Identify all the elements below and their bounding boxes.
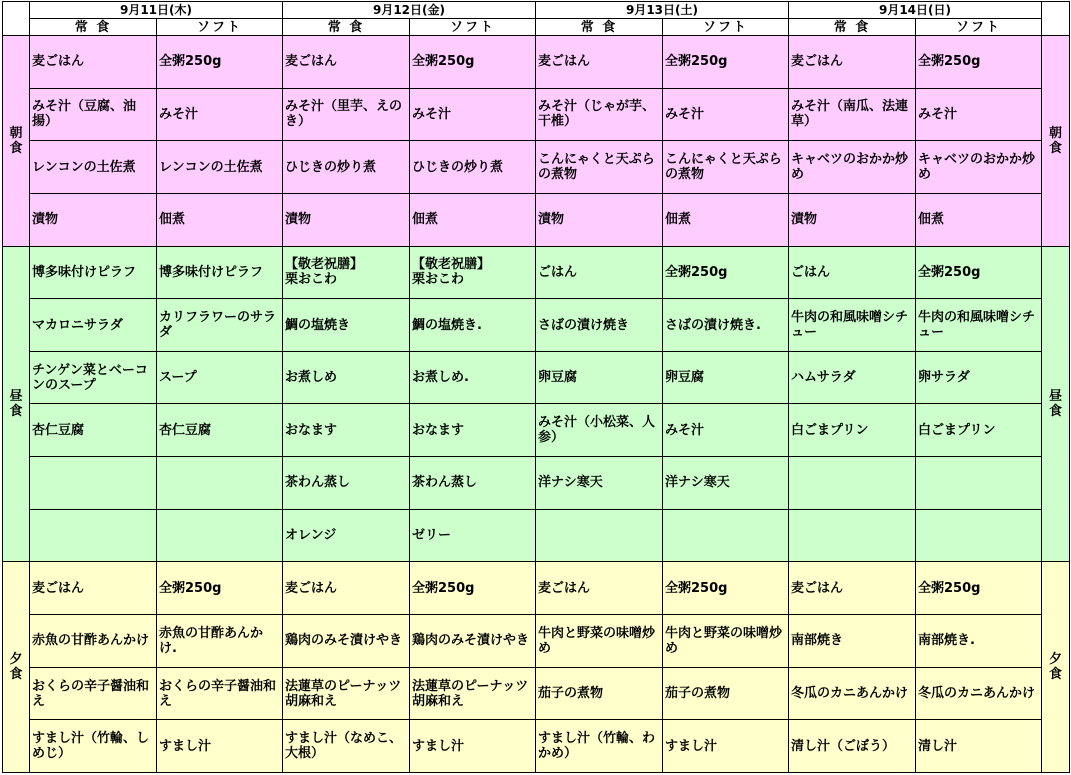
menu-cell — [157, 509, 283, 562]
menu-body — [3, 36, 1070, 773]
menu-cell — [789, 457, 916, 510]
menu-cell: 杏仁豆腐 — [30, 404, 157, 457]
menu-cell: 牛肉の和風味噌シチュー — [916, 299, 1042, 352]
menu-cell: 全粥250g — [410, 562, 536, 615]
date-header: 9月13日(土) — [536, 2, 789, 19]
menu-cell: 白ごまプリン — [789, 404, 916, 457]
menu-cell: みそ汁 — [916, 88, 1042, 141]
menu-cell: 卵豆腐 — [536, 351, 663, 404]
date-header: 9月12日(金) — [283, 2, 536, 19]
menu-cell: すまし汁（竹輪、わかめ） — [536, 720, 663, 773]
menu-cell: 牛肉の和風味噌シチュー — [789, 299, 916, 352]
menu-cell: さばの漬け焼き — [536, 299, 663, 352]
menu-cell: 白ごまプリン — [916, 404, 1042, 457]
menu-cell: 佃煮 — [916, 193, 1042, 246]
menu-cell: レンコンの土佐煮 — [30, 141, 157, 194]
menu-table — [2, 1, 1070, 773]
menu-cell: こんにゃくと天ぷらの煮物 — [663, 141, 789, 194]
menu-cell: おなます — [283, 404, 410, 457]
menu-cell: みそ汁（小松菜、人参） — [536, 404, 663, 457]
dinner-row — [3, 667, 1070, 720]
menu-cell: 【敬老祝膳】 栗おこわ — [410, 246, 536, 299]
menu-cell: 南部焼き. — [916, 615, 1042, 668]
meal-label-text: 夕食 — [9, 652, 23, 683]
menu-cell: おくらの辛子醤油和え — [157, 667, 283, 720]
menu-cell: 博多味付けピラフ — [30, 246, 157, 299]
menu-cell: みそ汁 — [157, 88, 283, 141]
menu-cell: ハムサラダ — [789, 351, 916, 404]
breakfast-row — [3, 88, 1070, 141]
menu-cell: 赤魚の甘酢あんかけ — [30, 615, 157, 668]
date-header: 9月11日(木) — [30, 2, 283, 19]
menu-cell: こんにゃくと天ぷらの煮物 — [536, 141, 663, 194]
menu-cell: 洋ナシ寒天 — [663, 457, 789, 510]
menu-cell: みそ汁 — [663, 404, 789, 457]
menu-cell: 南部焼き — [789, 615, 916, 668]
menu-cell: キャベツのおかか炒め — [916, 141, 1042, 194]
menu-cell: ひじきの炒り煮 — [283, 141, 410, 194]
menu-cell: 麦ごはん — [283, 562, 410, 615]
breakfast-row — [3, 193, 1070, 246]
menu-cell: ごはん — [789, 246, 916, 299]
menu-cell: すまし汁 — [410, 720, 536, 773]
meal-label-left — [3, 36, 30, 247]
menu-cell: 茄子の煮物 — [663, 667, 789, 720]
menu-cell: 卵豆腐 — [663, 351, 789, 404]
soft-header: ソフト — [410, 19, 536, 36]
regular-header: 常 食 — [30, 19, 157, 36]
menu-cell: 漬物 — [283, 193, 410, 246]
menu-cell — [663, 509, 789, 562]
lunch-row — [3, 246, 1070, 299]
regular-header: 常 食 — [789, 19, 916, 36]
lunch-row — [3, 351, 1070, 404]
menu-cell: 全粥250g — [663, 562, 789, 615]
menu-cell: 鯛の塩焼き — [283, 299, 410, 352]
menu-cell — [536, 509, 663, 562]
menu-cell: 赤魚の甘酢あんかけ. — [157, 615, 283, 668]
menu-cell: 鶏肉のみそ漬けやき — [410, 615, 536, 668]
corner-right — [1042, 2, 1070, 36]
menu-cell: 清し汁（ごぼう） — [789, 720, 916, 773]
menu-cell: お煮しめ. — [410, 351, 536, 404]
menu-cell: 佃煮 — [157, 193, 283, 246]
lunch-row — [3, 404, 1070, 457]
menu-cell: 清し汁 — [916, 720, 1042, 773]
menu-cell: みそ汁（里芋、えのき） — [283, 88, 410, 141]
menu-cell: 【敬老祝膳】 栗おこわ — [283, 246, 410, 299]
meal-label-text: 朝食 — [9, 125, 23, 156]
menu-cell: お煮しめ — [283, 351, 410, 404]
menu-cell: みそ汁（南瓜、法連草） — [789, 88, 916, 141]
soft-header: ソフト — [157, 19, 283, 36]
menu-cell: みそ汁（豆腐、油揚） — [30, 88, 157, 141]
menu-cell: 麦ごはん — [30, 36, 157, 89]
menu-cell: ごはん — [536, 246, 663, 299]
date-header-row — [3, 2, 1070, 19]
menu-cell — [30, 509, 157, 562]
menu-cell: 法蓮草のピーナッツ胡麻和え — [283, 667, 410, 720]
menu-cell: 洋ナシ寒天 — [536, 457, 663, 510]
menu-cell: すまし汁 — [157, 720, 283, 773]
menu-cell: スープ — [157, 351, 283, 404]
menu-cell: 佃煮 — [663, 193, 789, 246]
breakfast-row — [3, 141, 1070, 194]
menu-cell: 漬物 — [536, 193, 663, 246]
regular-header: 常 食 — [536, 19, 663, 36]
meal-label-left — [3, 562, 30, 773]
regular-header: 常 食 — [283, 19, 410, 36]
meal-label-right — [1042, 246, 1070, 562]
menu-cell: 全粥250g — [916, 36, 1042, 89]
menu-cell: 茶わん蒸し — [410, 457, 536, 510]
menu-cell: ゼリー — [410, 509, 536, 562]
menu-cell: 卵サラダ — [916, 351, 1042, 404]
menu-cell: 牛肉と野菜の味噌炒め — [536, 615, 663, 668]
soft-header: ソフト — [663, 19, 789, 36]
menu-cell: 麦ごはん — [30, 562, 157, 615]
menu-cell: すまし汁（竹輪、しめじ） — [30, 720, 157, 773]
menu-cell: 冬瓜のカニあんかけ — [916, 667, 1042, 720]
breakfast-row — [3, 36, 1070, 89]
date-header: 9月14日(日) — [789, 2, 1042, 19]
meal-label-left — [3, 246, 30, 562]
menu-cell: みそ汁 — [663, 88, 789, 141]
corner-left — [3, 2, 30, 36]
menu-cell: みそ汁 — [410, 88, 536, 141]
menu-cell: 鶏肉のみそ漬けやき — [283, 615, 410, 668]
menu-cell: 全粥250g — [916, 562, 1042, 615]
menu-cell: キャベツのおかか炒め — [789, 141, 916, 194]
menu-cell: さばの漬け焼き. — [663, 299, 789, 352]
menu-cell — [916, 457, 1042, 510]
lunch-row — [3, 457, 1070, 510]
menu-cell: 牛肉と野菜の味噌炒め — [663, 615, 789, 668]
menu-cell: 全粥250g — [663, 246, 789, 299]
menu-cell: 漬物 — [30, 193, 157, 246]
menu-cell: レンコンの土佐煮 — [157, 141, 283, 194]
menu-cell: おくらの辛子醤油和え — [30, 667, 157, 720]
meal-label-text: 昼食 — [9, 388, 23, 419]
menu-cell: 麦ごはん — [283, 36, 410, 89]
menu-cell: 茶わん蒸し — [283, 457, 410, 510]
menu-cell: 麦ごはん — [789, 562, 916, 615]
menu-cell: 佃煮 — [410, 193, 536, 246]
type-header-row — [3, 19, 1070, 36]
lunch-row — [3, 509, 1070, 562]
menu-cell: 全粥250g — [916, 246, 1042, 299]
menu-cell: すまし汁（なめこ、大根） — [283, 720, 410, 773]
meal-label-text: 朝食 — [1048, 125, 1062, 156]
menu-cell: 漬物 — [789, 193, 916, 246]
menu-cell — [789, 509, 916, 562]
menu-cell: すまし汁 — [663, 720, 789, 773]
menu-cell: 麦ごはん — [536, 562, 663, 615]
menu-cell: 麦ごはん — [536, 36, 663, 89]
menu-cell: マカロニサラダ — [30, 299, 157, 352]
menu-cell: 茄子の煮物 — [536, 667, 663, 720]
dinner-row — [3, 720, 1070, 773]
menu-cell: 鯛の塩焼き. — [410, 299, 536, 352]
menu-cell: 麦ごはん — [789, 36, 916, 89]
menu-cell: 全粥250g — [157, 36, 283, 89]
menu-cell — [157, 457, 283, 510]
menu-cell: オレンジ — [283, 509, 410, 562]
menu-cell: ひじきの炒り煮 — [410, 141, 536, 194]
meal-label-right — [1042, 562, 1070, 773]
menu-cell: カリフラワーのサラダ — [157, 299, 283, 352]
menu-cell: みそ汁（じゃが芋、干椎） — [536, 88, 663, 141]
dinner-row — [3, 615, 1070, 668]
menu-cell: 博多味付けピラフ — [157, 246, 283, 299]
menu-cell: 全粥250g — [157, 562, 283, 615]
menu-cell: 杏仁豆腐 — [157, 404, 283, 457]
meal-label-text: 昼食 — [1048, 388, 1062, 419]
meal-label-text: 夕食 — [1048, 652, 1062, 683]
meal-label-right — [1042, 36, 1070, 247]
menu-cell: 法蓮草のピーナッツ胡麻和え — [410, 667, 536, 720]
menu-cell: 冬瓜のカニあんかけ — [789, 667, 916, 720]
menu-cell — [30, 457, 157, 510]
menu-cell: おなます — [410, 404, 536, 457]
menu-cell: 全粥250g — [663, 36, 789, 89]
menu-cell: チンゲン菜とベーコンのスープ — [30, 351, 157, 404]
menu-cell — [916, 509, 1042, 562]
soft-header: ソフト — [916, 19, 1042, 36]
lunch-row — [3, 299, 1070, 352]
dinner-row — [3, 562, 1070, 615]
menu-cell: 全粥250g — [410, 36, 536, 89]
